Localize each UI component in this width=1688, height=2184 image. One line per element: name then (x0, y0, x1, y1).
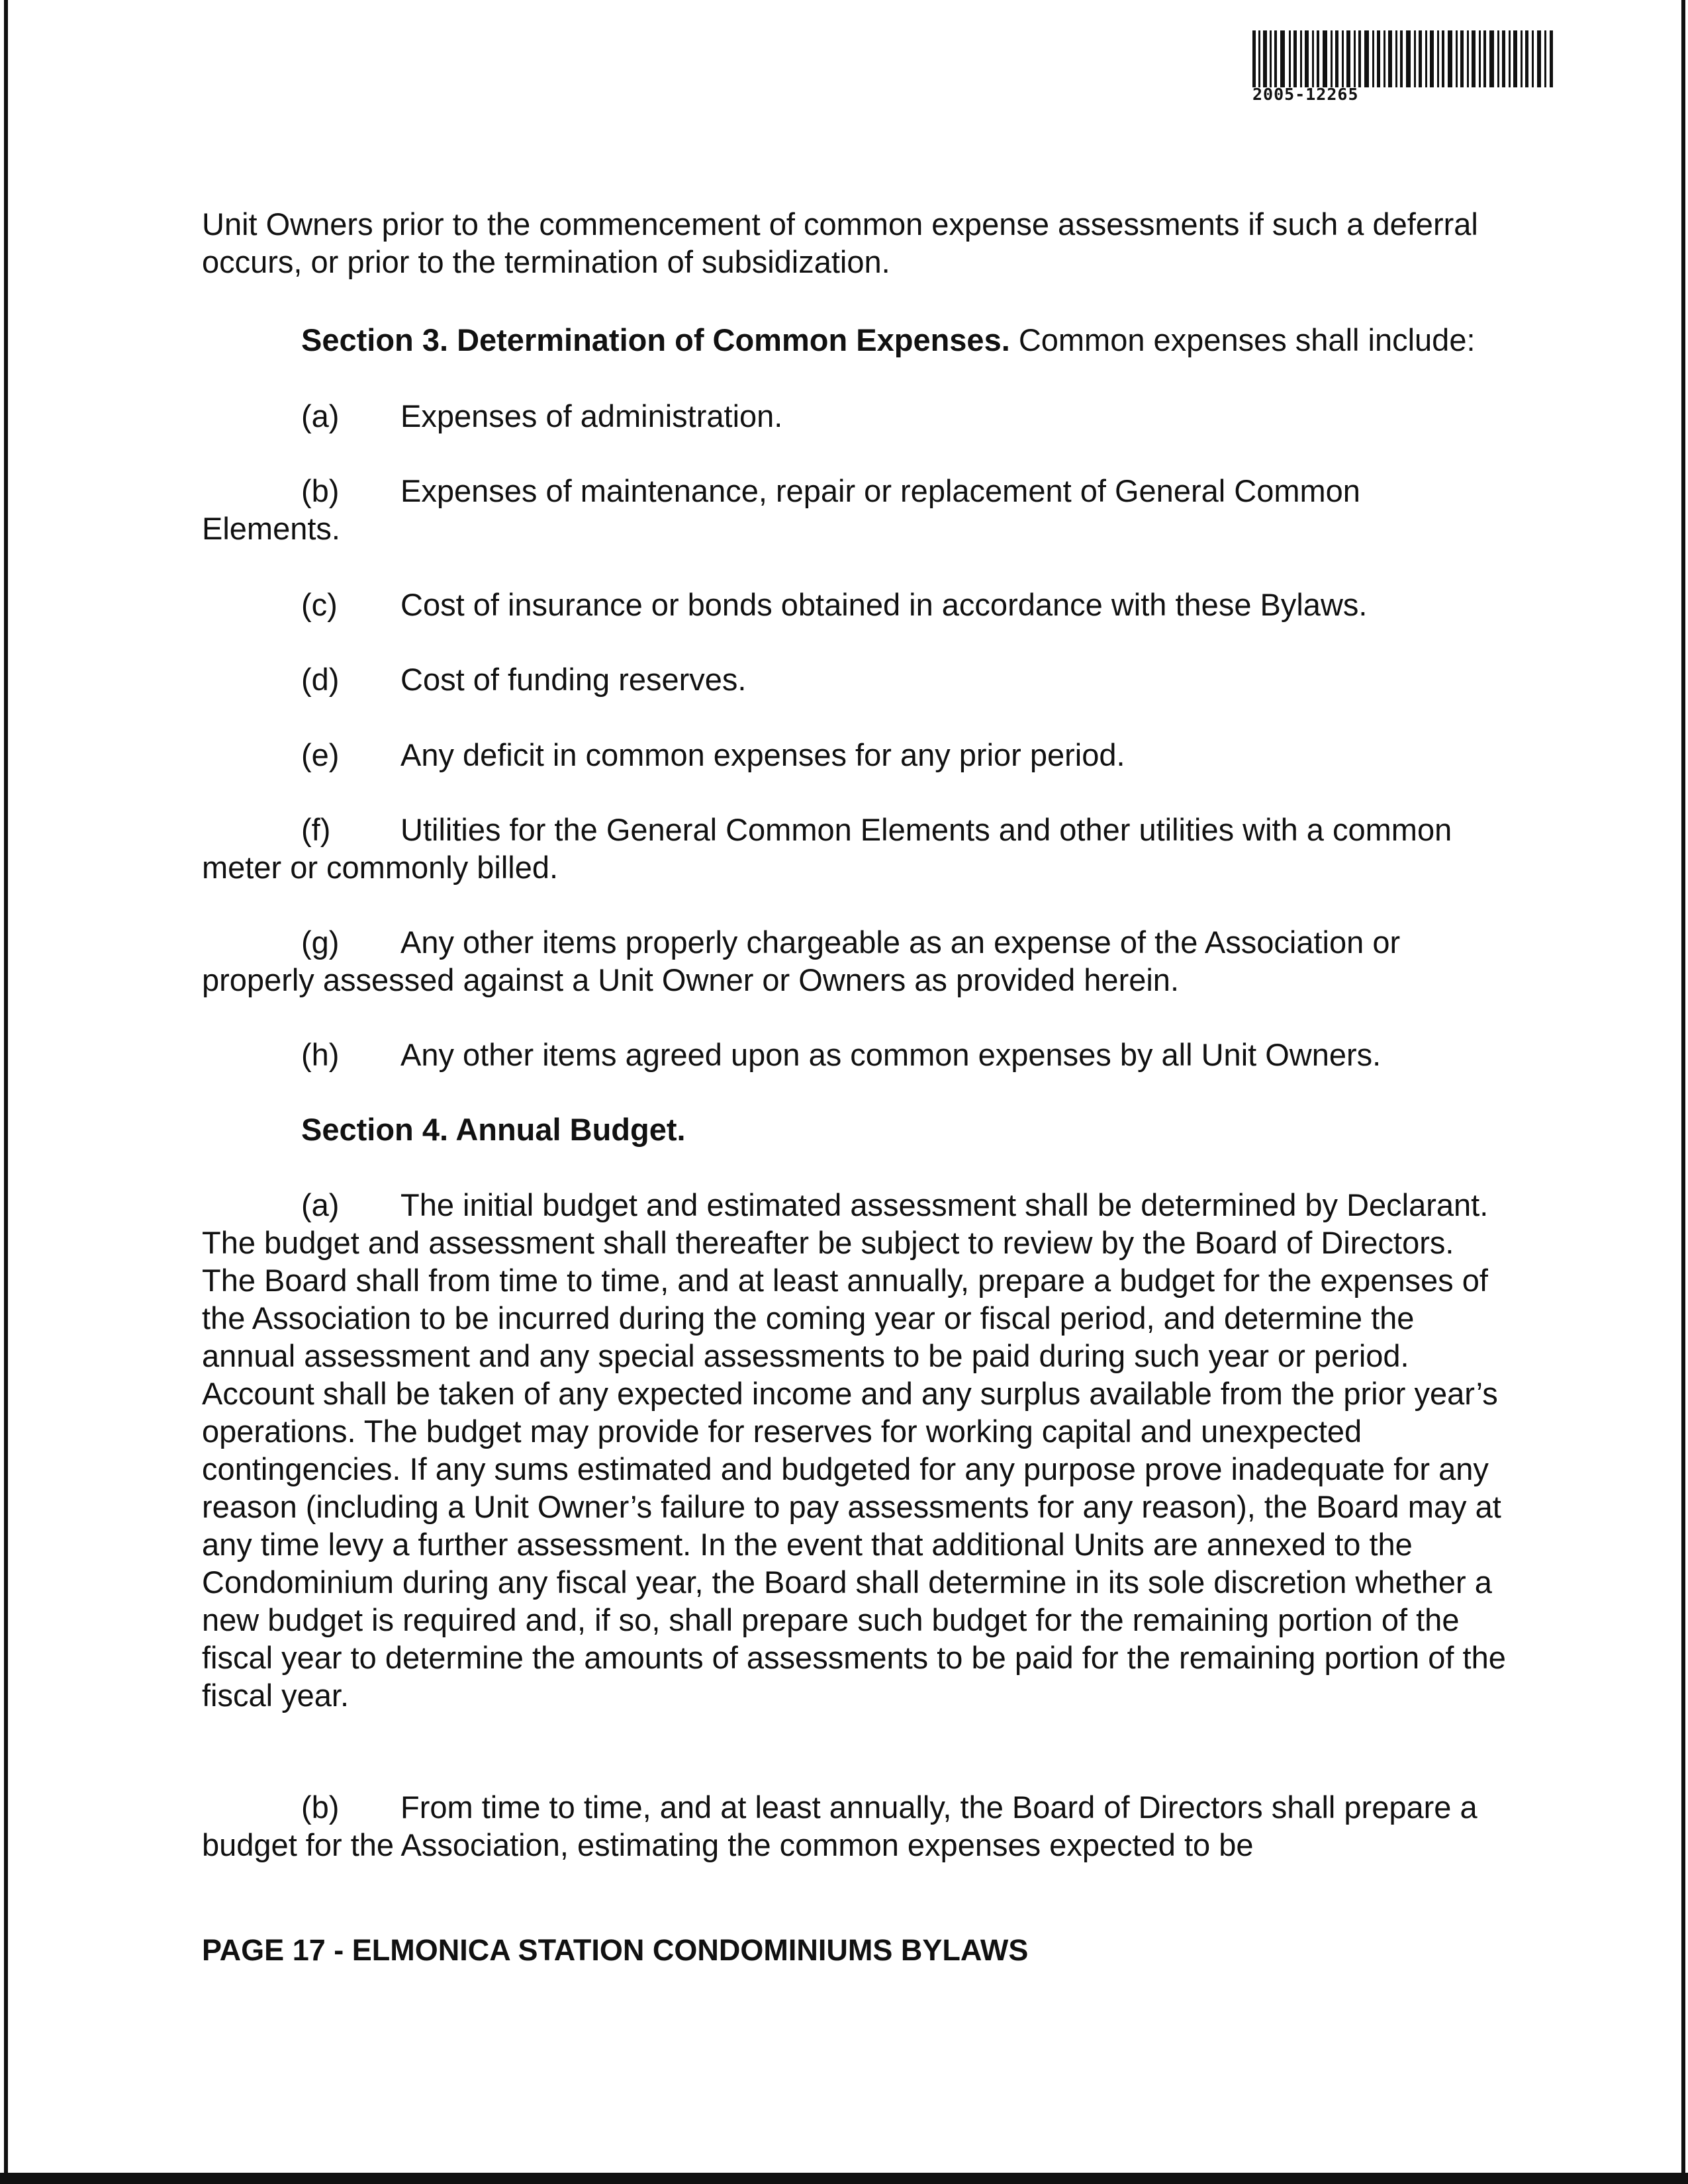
item-label: (h) (301, 1037, 340, 1072)
list-item (301, 660, 747, 698)
scan-border-left (4, 0, 8, 2184)
scan-border-bottom (0, 2173, 1688, 2184)
item-label: (a) (301, 398, 340, 433)
section-4-paragraph-b (202, 1788, 1506, 1864)
para-a-text: The initial budget and estimated assessment shall be determined by Declarant. The budget and assessment shall thereafter be subject to review by the Board of Directors. The Board shall from time to time, and at least annually, prepare a budget for the expenses of the Association to be incurred during the coming year or fiscal period, and determine the annual assessment and any special assessments to be paid during such year or period. Account shall be taken of any expected income and any surplus available from the prior year’s operations. The budget may provide for reserves for working capital and unexpected contingencies. If any sums estimated and budgeted for any purpose prove inadequate for any reason (including a Unit Owner’s failure to pay assessments for any reason), the Board may at any time levy a further assessment. In the event that additional Units are annexed to the Condominium during any fiscal year, the Board shall determine in its sole discretion whether a new budget is required and, if so, shall prepare such budget for the remaining portion of the fiscal year to determine the amounts of assessments to be paid for the remaining portion of the fiscal year. (202, 1187, 1506, 1713)
para-b-text: From time to time, and at least annually, the Board of Directors shall prepare a budget for the Association, estimating the common expenses expected to be (202, 1790, 1477, 1862)
item-text: Any other items properly chargeable as an expense of the Association or properly assessed against a Unit Owner or Owners as provided herein. (202, 925, 1401, 997)
intro-paragraph: Unit Owners prior to the commencement of common expense assessments if such a deferral occurs, or prior to the termination of subsidization. (202, 206, 1478, 279)
section-4-title: Section 4. Annual Budget. (301, 1112, 686, 1147)
barcode-number: 2005-12265 (1252, 85, 1359, 104)
section-3-lead: Common expenses shall include: (1009, 322, 1476, 357)
item-label: (b) (301, 473, 340, 508)
item-text: Expenses of maintenance, repair or replacement of General Common Elements. (202, 473, 1360, 546)
item-text: Expenses of administration. (400, 398, 783, 433)
section-3-heading: Section 3. Determination of Common Expenses. (301, 322, 1010, 357)
scan-border-right (1681, 0, 1685, 2184)
section-4-paragraph-a (202, 1186, 1506, 1714)
item-text: Any other items agreed upon as common expenses by all Unit Owners. (400, 1037, 1382, 1072)
item-label: (g) (301, 925, 340, 960)
item-label: (d) (301, 662, 340, 697)
list-item (301, 586, 1367, 623)
para-a-label: (a) (301, 1187, 340, 1222)
list-item (301, 1036, 1381, 1073)
barcode-icon (1252, 30, 1557, 87)
item-label: (c) (301, 587, 338, 622)
barcode (1252, 30, 1557, 103)
para-b-label: (b) (301, 1790, 340, 1825)
item-text: Utilities for the General Common Elements and other utilities with a common meter or commonly billed. (202, 812, 1452, 885)
item-label: (f) (301, 812, 331, 847)
item-label: (e) (301, 737, 340, 772)
item-text: Any deficit in common expenses for any prior period. (400, 737, 1125, 772)
list-item (202, 923, 1506, 999)
item-text: Cost of funding reserves. (400, 662, 747, 697)
section-4-heading (301, 1111, 686, 1148)
list-item (202, 811, 1506, 886)
page-footer: PAGE 17 - ELMONICA STATION CONDOMINIUMS BYLAWS (202, 1933, 1029, 1967)
section-3-paragraph (202, 321, 1506, 359)
list-item (202, 472, 1506, 547)
item-text: Cost of insurance or bonds obtained in accordance with these Bylaws. (400, 587, 1368, 622)
list-item (301, 397, 782, 435)
list-item (301, 736, 1125, 774)
